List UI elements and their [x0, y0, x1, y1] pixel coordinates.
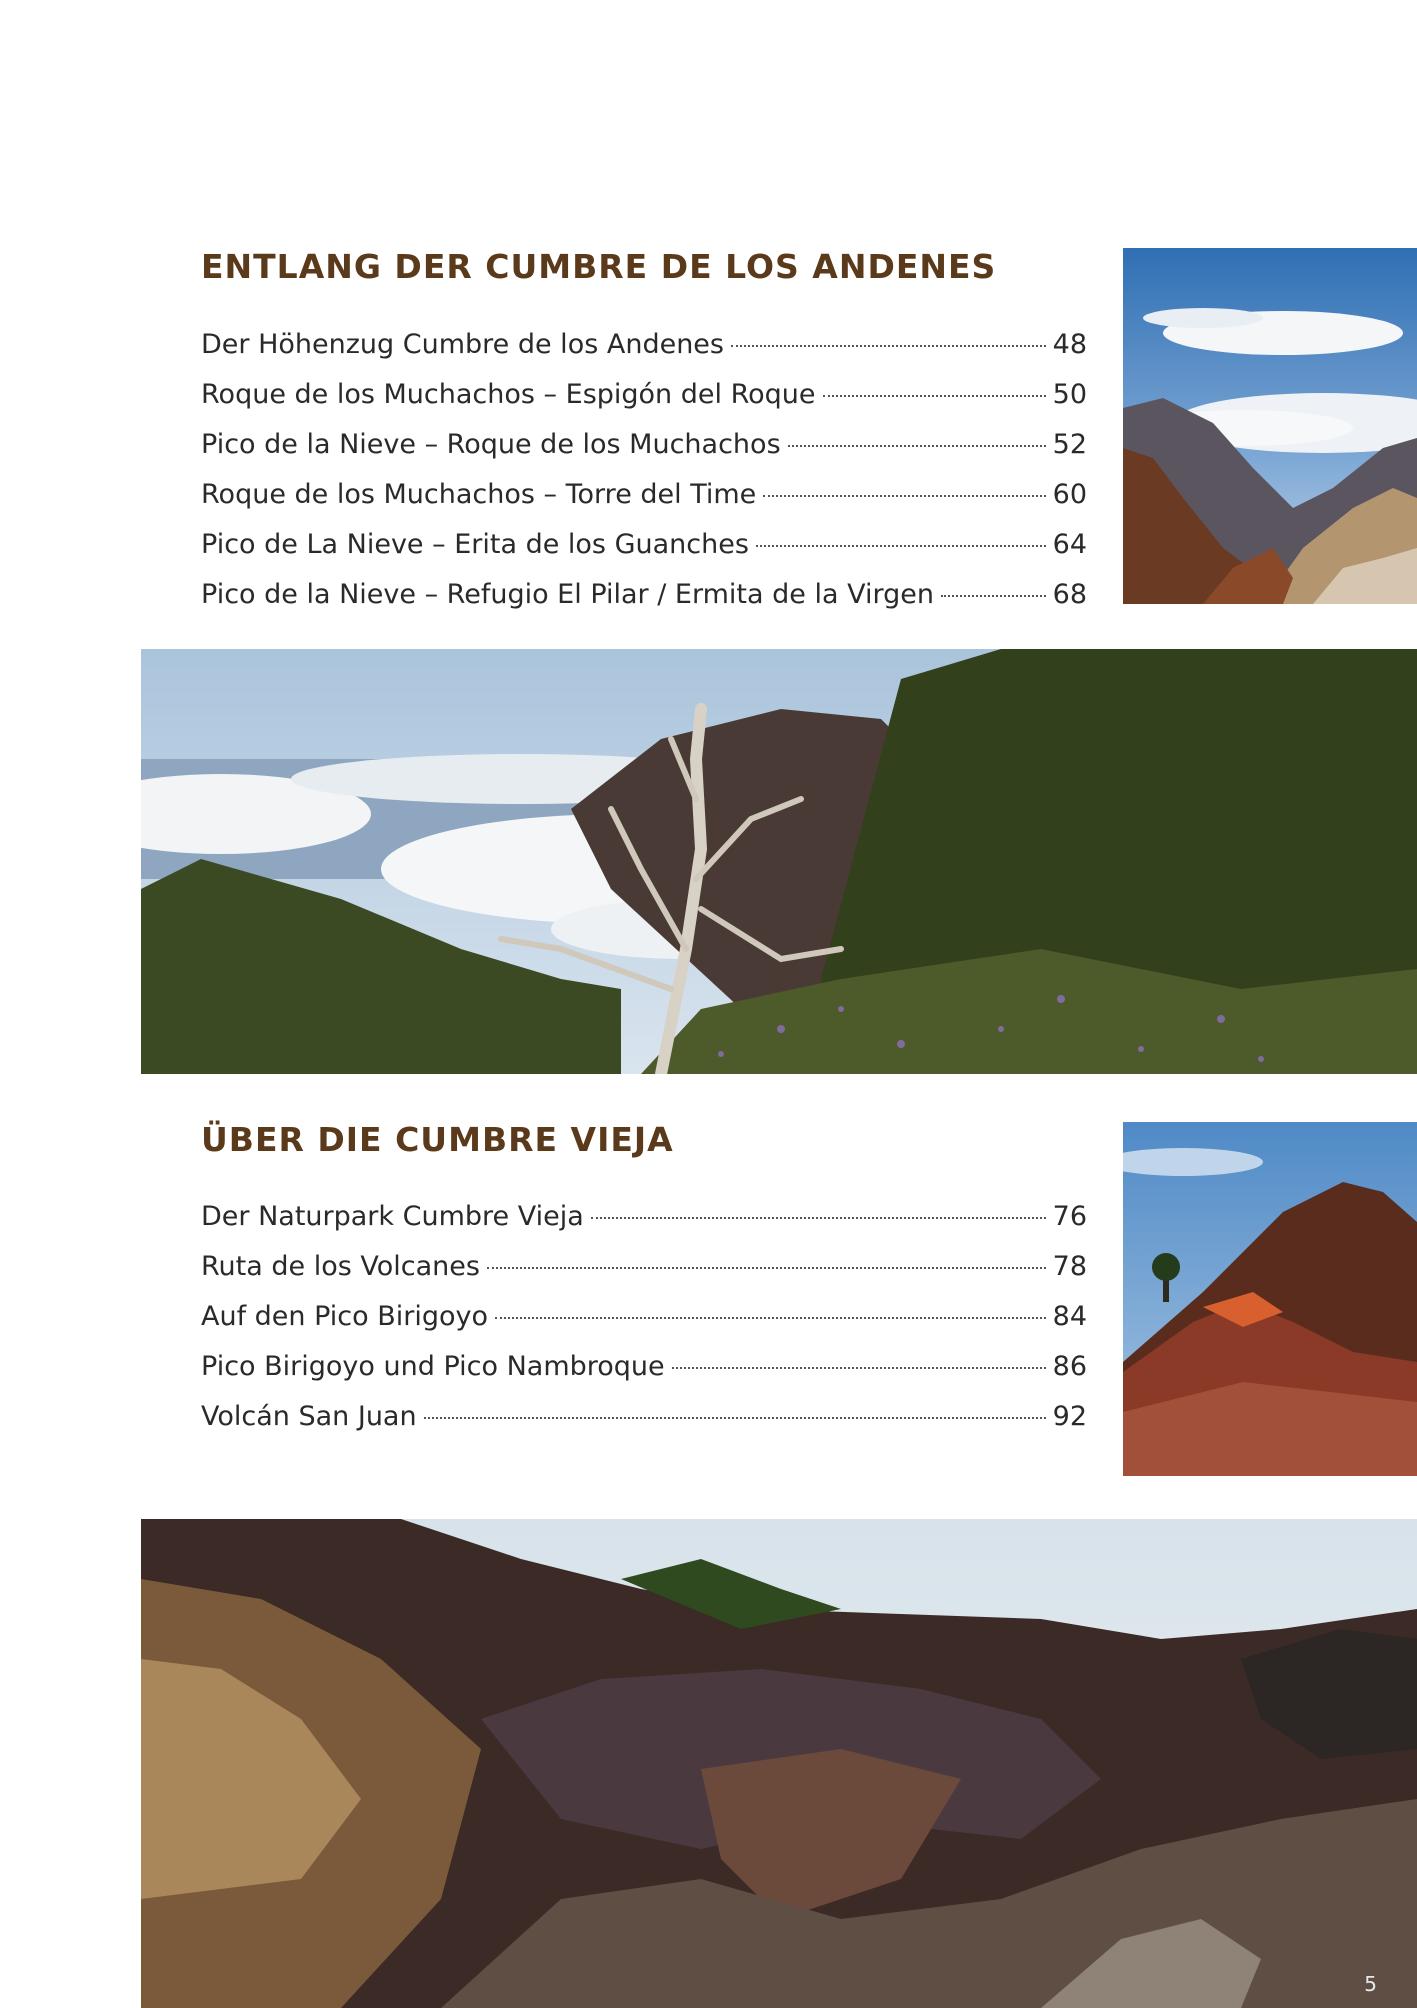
dot-leader	[424, 1417, 1046, 1419]
toc-entry-title: Pico Birigoyo und Pico Nambroque	[201, 1351, 665, 1382]
toc-entry-title: Roque de los Muchachos – Torre del Time	[201, 479, 757, 510]
toc-entry-title: Auf den Pico Birigoyo	[201, 1301, 489, 1332]
toc-entry[interactable]	[201, 520, 1087, 570]
toc-entry[interactable]	[201, 1342, 1087, 1392]
toc-entry-title: Pico de La Nieve – Erita de los Guanches	[201, 529, 749, 560]
dot-leader	[591, 1217, 1046, 1219]
toc-entry-title: Pico de la Nieve – Refugio El Pilar / Ermita de la Virgen	[201, 579, 934, 610]
photo-panorama-clouds-tree-image	[141, 649, 1417, 1074]
toc-entry[interactable]	[201, 1242, 1087, 1292]
photo-volcanic-ridge	[1123, 1122, 1417, 1476]
toc-entry[interactable]	[201, 470, 1087, 520]
toc-entry-page: 76	[1052, 1201, 1087, 1232]
toc-entry-title: Pico de la Nieve – Roque de los Muchachos	[201, 429, 781, 460]
photo-volcanic-crater	[141, 1519, 1417, 2008]
toc-entry-page: 78	[1052, 1251, 1087, 1282]
dot-leader	[788, 445, 1046, 447]
toc-entry[interactable]	[201, 1392, 1087, 1442]
dot-leader	[823, 395, 1046, 397]
toc-entry[interactable]	[201, 420, 1087, 470]
photo-volcanic-crater-image	[141, 1519, 1417, 2008]
toc-entry-title: Ruta de los Volcanes	[201, 1251, 480, 1282]
section-heading-andenes: ENTLANG DER CUMBRE DE LOS ANDENES	[201, 247, 997, 286]
toc-entry-title: Volcán San Juan	[201, 1401, 417, 1432]
toc-entry-page: 64	[1052, 529, 1087, 560]
toc-entry-page: 92	[1052, 1401, 1087, 1432]
photo-mountain-clouds-image	[1123, 248, 1417, 604]
toc-entry[interactable]	[201, 1192, 1087, 1242]
toc-entry-page: 68	[1052, 579, 1087, 610]
dot-leader	[672, 1367, 1046, 1369]
toc-entry[interactable]	[201, 570, 1087, 620]
page-number: 5	[1364, 1972, 1377, 1996]
dot-leader	[731, 345, 1046, 347]
dot-leader	[495, 1317, 1046, 1319]
dot-leader	[756, 545, 1046, 547]
toc-entry-title: Der Höhenzug Cumbre de los Andenes	[201, 329, 724, 360]
photo-panorama-clouds-tree	[141, 649, 1417, 1074]
toc-list-cumbre-vieja	[201, 1192, 1087, 1442]
toc-entry-page: 60	[1052, 479, 1087, 510]
toc-entry[interactable]	[201, 1292, 1087, 1342]
toc-entry[interactable]	[201, 370, 1087, 420]
toc-entry-page: 48	[1052, 329, 1087, 360]
toc-entry-title: Roque de los Muchachos – Espigón del Roque	[201, 379, 816, 410]
dot-leader	[941, 595, 1046, 597]
toc-list-andenes	[201, 320, 1087, 620]
toc-entry-page: 50	[1052, 379, 1087, 410]
toc-entry-title: Der Naturpark Cumbre Vieja	[201, 1201, 584, 1232]
dot-leader	[487, 1267, 1046, 1269]
dot-leader	[763, 495, 1045, 497]
photo-volcanic-ridge-image	[1123, 1122, 1417, 1476]
toc-entry[interactable]	[201, 320, 1087, 370]
toc-entry-page: 52	[1052, 429, 1087, 460]
section-heading-cumbre-vieja: ÜBER DIE CUMBRE VIEJA	[201, 1120, 674, 1159]
toc-entry-page: 86	[1052, 1351, 1087, 1382]
photo-mountain-clouds	[1123, 248, 1417, 604]
toc-entry-page: 84	[1052, 1301, 1087, 1332]
